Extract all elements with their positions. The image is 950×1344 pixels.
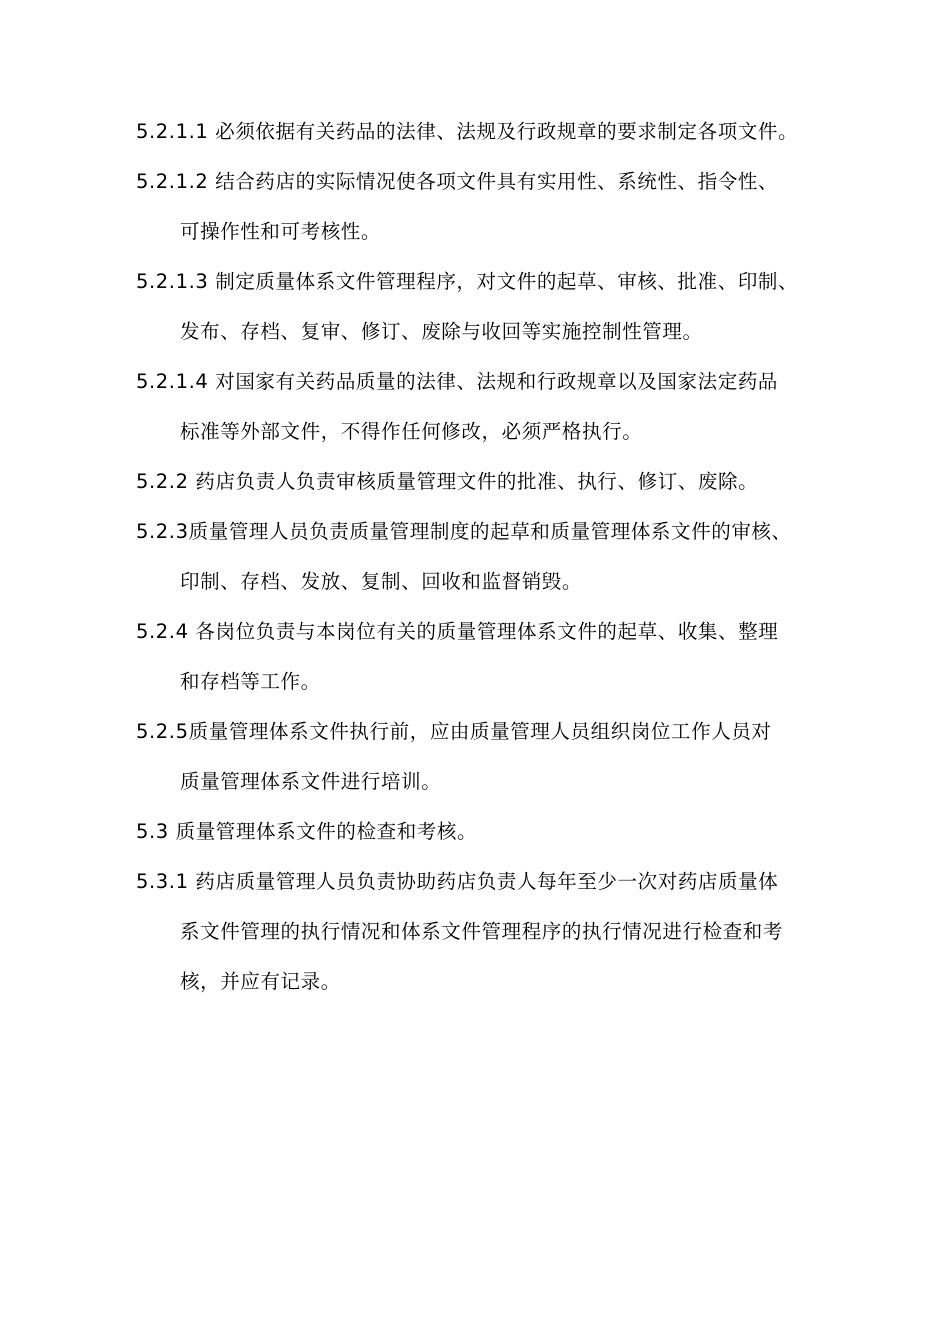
clause-line: 5.3.1 药店质量管理人员负责协助药店负责人每年至少一次对药店质量体	[136, 870, 779, 893]
clause-line: 5.2.1.4 对国家有关药品质量的法律、法规和行政规章以及国家法定药品	[136, 370, 779, 393]
clause-5-2-1-1	[136, 107, 876, 157]
clause-line-continued: 核，并应有记录。	[180, 970, 341, 993]
clause-line-continued: 和存档等工作。	[180, 670, 321, 693]
clause-5-2-5	[136, 707, 876, 807]
document-body	[136, 107, 876, 1007]
clause-line-continued: 系文件管理的执行情况和体系文件管理程序的执行情况进行检查和考	[180, 920, 784, 943]
clause-line-continued: 可操作性和可考核性。	[180, 220, 382, 243]
clause-5-2-3	[136, 507, 876, 607]
clause-5-3-1	[136, 857, 876, 1007]
clause-line: 5.2.2 药店负责人负责审核质量管理文件的批准、执行、修订、废除。	[136, 470, 759, 493]
clause-line-continued: 质量管理体系文件进行培训。	[180, 770, 442, 793]
clause-5-3	[136, 807, 876, 857]
clause-line-continued: 印制、存档、发放、复制、回收和监督销毁。	[180, 570, 583, 593]
clause-5-2-2	[136, 457, 876, 507]
clause-line: 5.2.1.1 必须依据有关药品的法律、法规及行政规章的要求制定各项文件。	[136, 120, 799, 143]
clause-line: 5.2.4 各岗位负责与本岗位有关的质量管理体系文件的起草、收集、整理	[136, 620, 779, 643]
clause-5-2-1-4	[136, 357, 876, 457]
clause-line: 5.2.3质量管理人员负责质量管理制度的起草和质量管理体系文件的审核、	[136, 520, 792, 543]
clause-line-continued: 发布、存档、复审、修订、废除与收回等实施控制性管理。	[180, 320, 703, 343]
clause-5-2-4	[136, 607, 876, 707]
clause-5-2-1-3	[136, 257, 876, 357]
clause-line: 5.3 质量管理体系文件的检查和考核。	[136, 820, 478, 843]
clause-line-continued: 标准等外部文件，不得作任何修改，必须严格执行。	[180, 420, 643, 443]
clause-line: 5.2.1.2 结合药店的实际情况使各项文件具有实用性、系统性、指令性、	[136, 170, 779, 193]
clause-line: 5.2.1.3 制定质量体系文件管理程序，对文件的起草、审核、批准、印制、	[136, 270, 799, 293]
clause-line: 5.2.5质量管理体系文件执行前，应由质量管理人员组织岗位工作人员对	[136, 720, 772, 743]
clause-5-2-1-2	[136, 157, 876, 257]
